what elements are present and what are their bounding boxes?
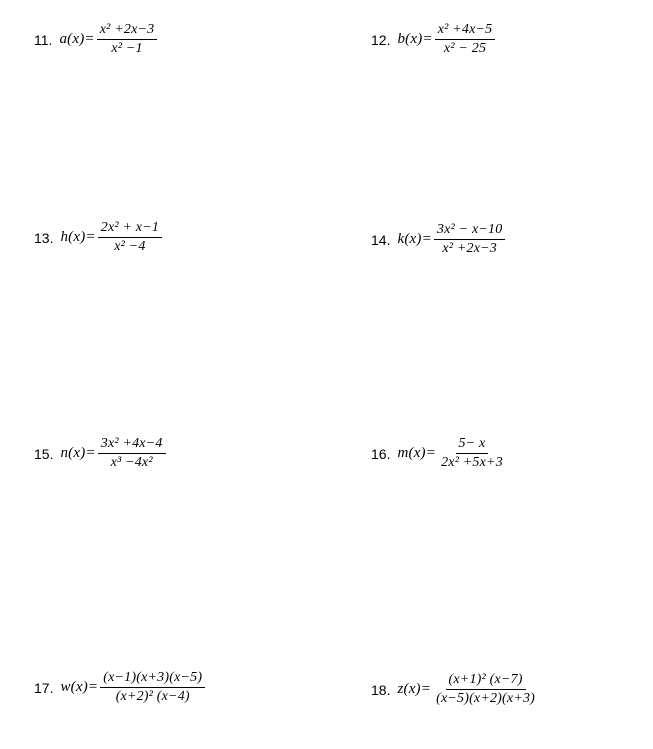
fraction — [434, 222, 506, 257]
problem-number: 16. — [371, 445, 391, 462]
denominator: x² −1 — [111, 41, 143, 56]
denominator: x² −4 — [114, 239, 146, 254]
problem-number: 14. — [371, 231, 391, 248]
problem-15 — [34, 436, 166, 471]
numerator: x² +2x−3 — [97, 22, 158, 40]
problem-number: 18. — [371, 681, 391, 698]
denominator: x² − 25 — [443, 41, 487, 56]
problem-17 — [34, 670, 205, 705]
problem-14 — [371, 222, 505, 257]
denominator: 2x² +5x+3 — [441, 455, 503, 470]
function-name: w(x)= — [60, 679, 99, 695]
problem-16 — [371, 436, 506, 471]
fraction — [98, 220, 162, 255]
function-name: k(x)= — [397, 231, 432, 247]
numerator: 2x² + x−1 — [98, 220, 162, 238]
problem-12 — [371, 22, 495, 57]
function-name: a(x)= — [59, 31, 95, 47]
problem-number: 17. — [34, 679, 54, 696]
numerator: (x+1)² (x−7) — [446, 672, 526, 690]
numerator: 3x² +4x−4 — [98, 436, 166, 454]
function-name: b(x)= — [397, 31, 433, 47]
numerator: 5− x — [456, 436, 489, 454]
denominator: (x+2)² (x−4) — [115, 689, 190, 704]
problem-number: 13. — [34, 229, 54, 246]
denominator: x² +2x−3 — [442, 241, 497, 256]
fraction — [433, 672, 538, 707]
denominator: (x−5)(x+2)(x+3) — [436, 691, 536, 706]
function-name: m(x)= — [397, 445, 437, 461]
problem-number: 11. — [34, 31, 53, 48]
numerator: 3x² − x−10 — [434, 222, 506, 240]
function-name: z(x)= — [397, 681, 432, 697]
fraction — [435, 22, 496, 57]
fraction — [100, 670, 205, 705]
problem-11 — [34, 22, 157, 57]
numerator: x² +4x−5 — [435, 22, 496, 40]
function-name: n(x)= — [60, 445, 96, 461]
function-name: h(x)= — [60, 229, 96, 245]
fraction — [97, 22, 158, 57]
problem-number: 12. — [371, 31, 391, 48]
problem-18 — [371, 672, 538, 707]
problem-number: 15. — [34, 445, 54, 462]
denominator: x³ −4x² — [110, 455, 153, 470]
problem-13 — [34, 220, 162, 255]
numerator: (x−1)(x+3)(x−5) — [100, 670, 205, 688]
fraction — [438, 436, 506, 471]
fraction — [98, 436, 166, 471]
